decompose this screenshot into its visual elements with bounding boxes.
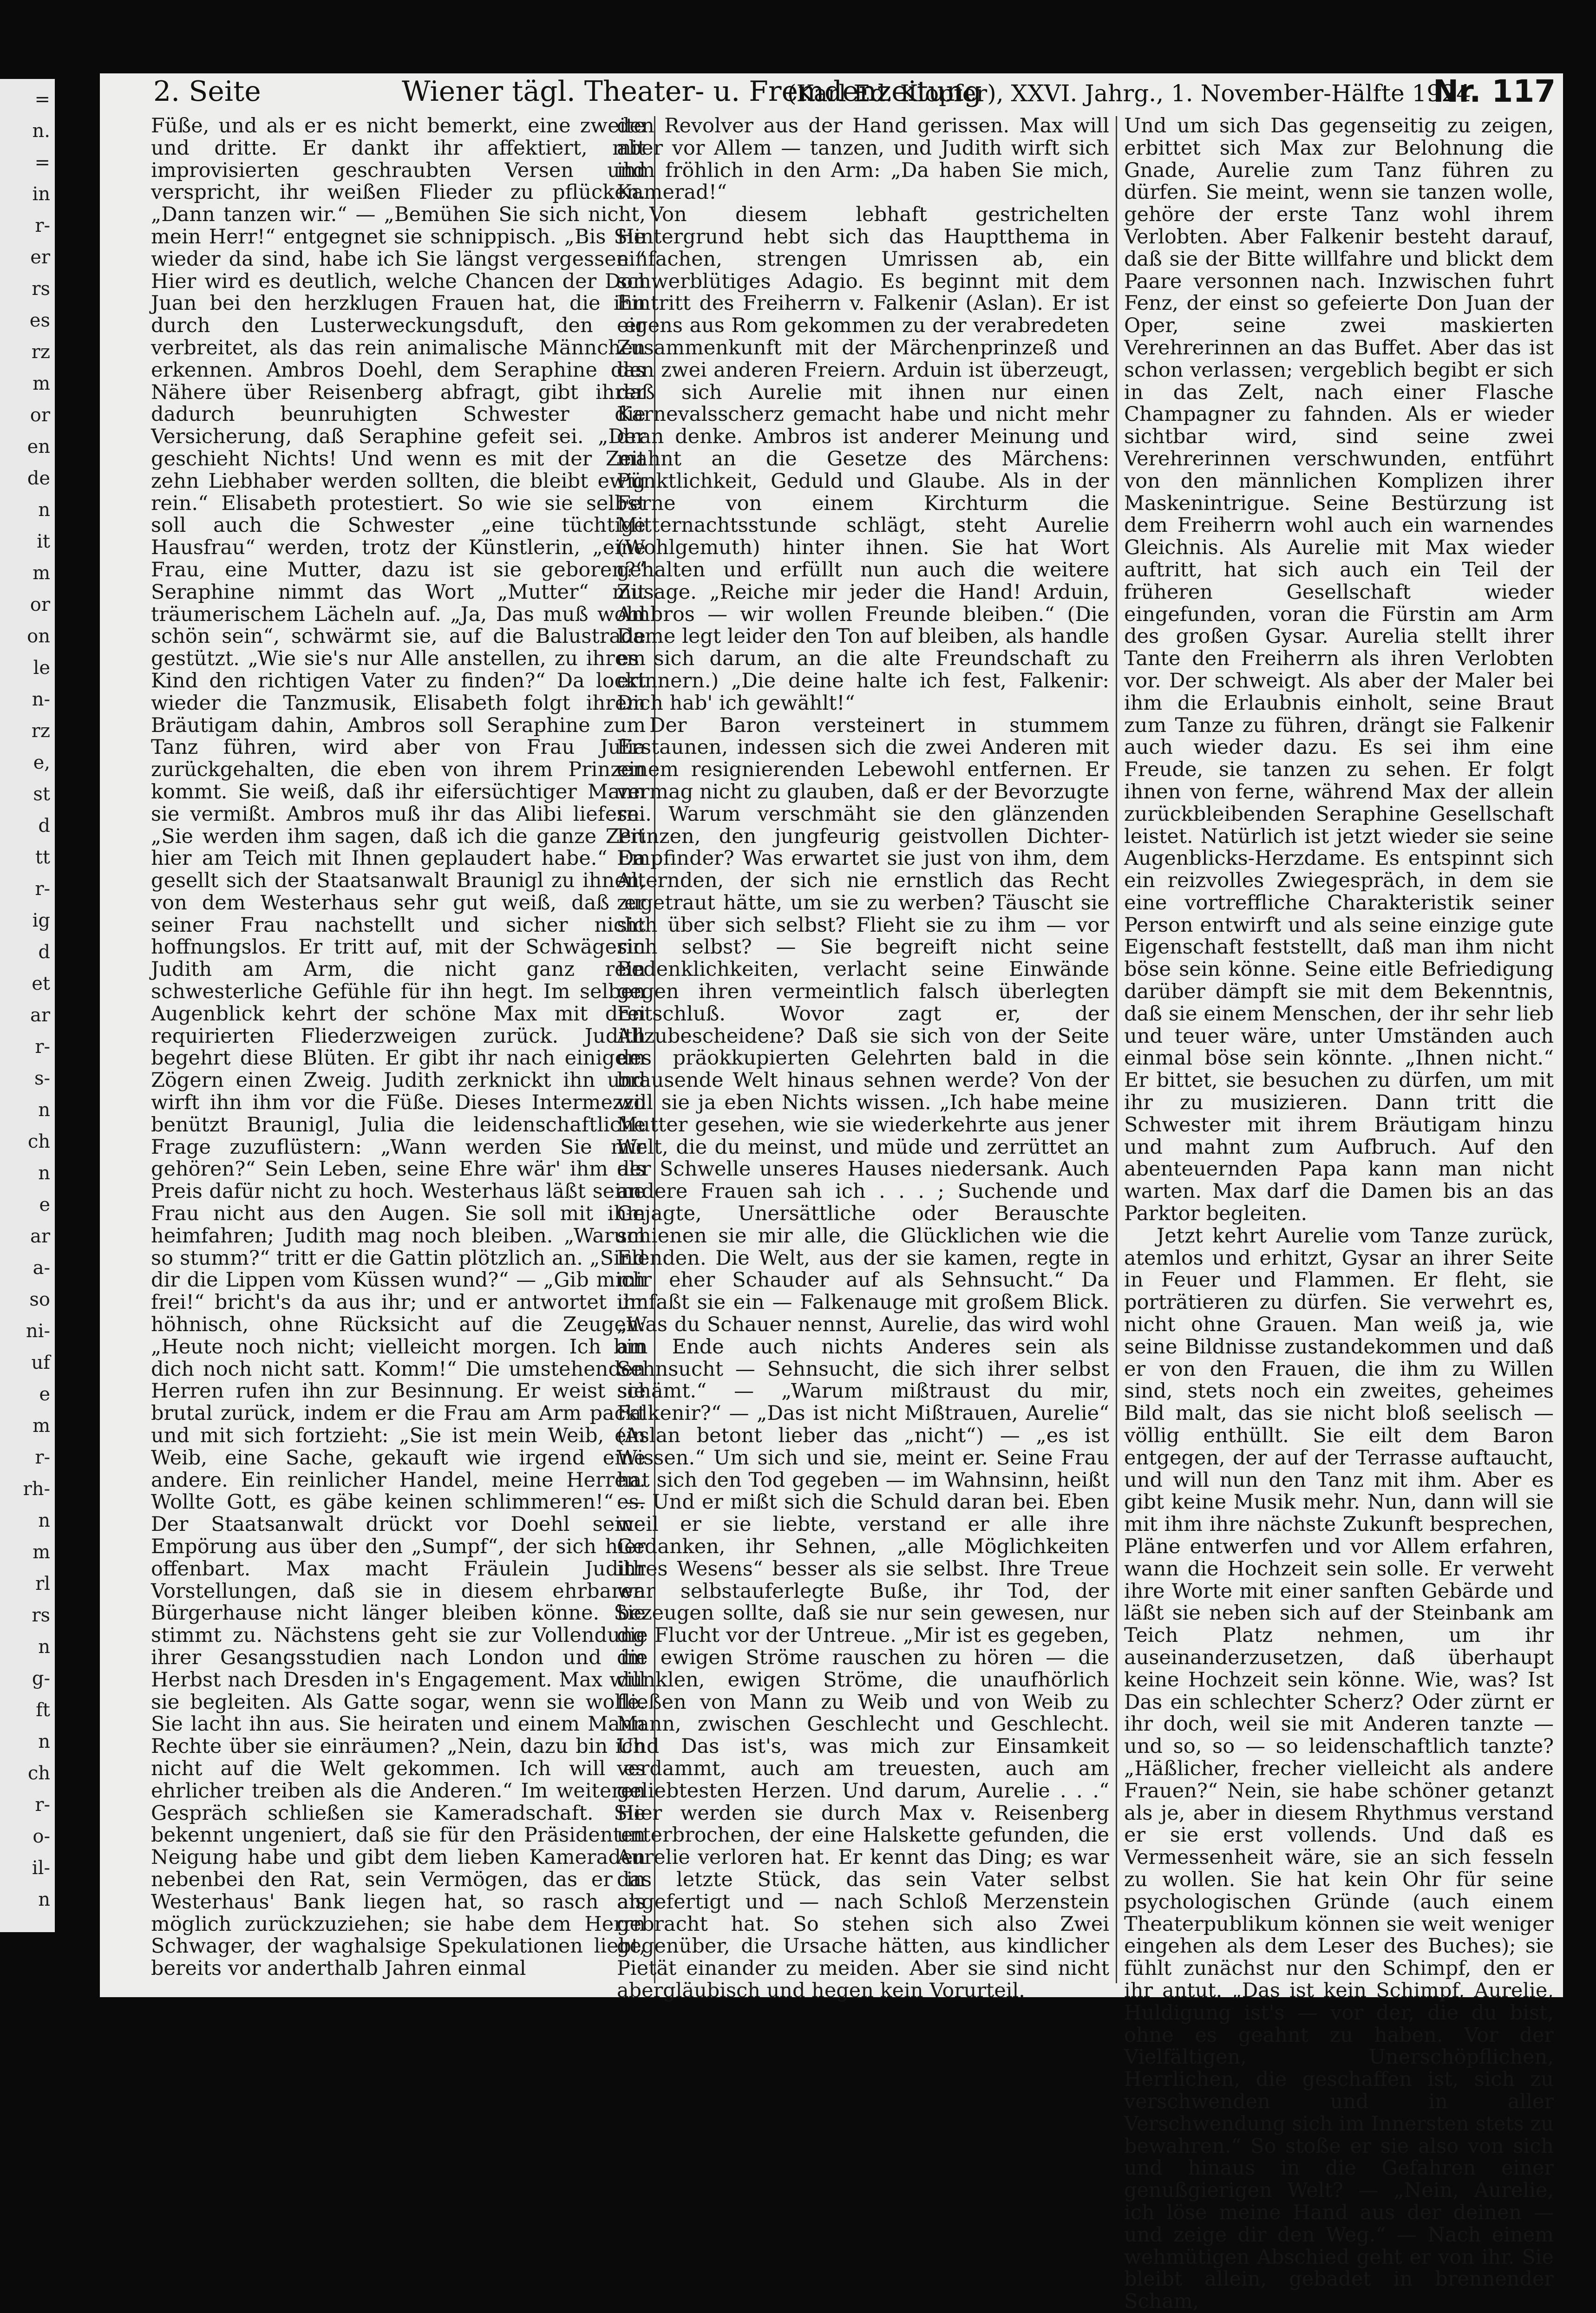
fragment-text: it (37, 531, 50, 552)
fragment-text: r- (35, 1794, 50, 1816)
fragment-text: er (30, 247, 50, 268)
fragment-text: rz (31, 341, 50, 363)
text-column-1 (151, 115, 646, 1987)
adjacent-page-fragment (0, 79, 55, 1932)
fragment-text: en (27, 436, 50, 457)
fragment-text: e (39, 1384, 50, 1405)
fragment-text: r- (35, 878, 50, 900)
fragment-text: r- (35, 1447, 50, 1468)
fragment-text: = (34, 89, 50, 110)
page-number: Nr. 117 (1433, 73, 1556, 109)
fragment-text: m (33, 373, 50, 394)
paragraph: Und um sich Das gegenseitig zu zeigen, erbittet sich Max zur Belohnung die Gnade, Aurelie zum Tanz führen zu dürfen. Sie meint, wenn sie tanzen wolle, gehöre der erste Tanz wohl ihrem Verlobten. Aber Falkenir besteht darauf, daß sie der Bitte willfahre und blickt dem Paare versonnen nach. Inzwischen fuhrt Fenz, der einst so gefeierte Don Juan der Oper, seine zwei maskierten Verehrerinnen an das Buffet. Aber das ist schon verlassen; vergeblich begibt er sich in das Zelt, nach einer Flasche Champagner zu fahnden. Als er wieder sichtbar wird, sind seine zwei Verehrerinnen verschwunden, entführt von den männlichen Komplizen ihrer Maskenintrigue. Seine Bestürzung ist dem Freiherrn wohl auch ein warnendes Gleichnis. Als Aurelie mit Max wieder auftritt, hat sich auch ein Teil der früheren Gesellschaft wieder eingefunden, voran die Fürstin am Arm des großen Gysar. Aurelia stellt ihrer Tante den Freiherrn als ihren Verlobten vor. Der schweigt. Als aber der Maler bei ihm die Erlaubnis einholt, seine Braut zum Tanze zu führen, drängt sie Falkenir auch wieder dazu. Es sei ihm eine Freude, sie tanzen zu sehen. Er folgt ihnen von ferne, während Max der allein zurückbleibenden Seraphine Gesellschaft leistet. Natürlich ist jetzt wieder sie seine Augenblicks-Herzdame. Es entspinnt sich ein reizvolles Zwiegespräch, in dem sie eine vortreffliche Charakteristik seiner Person entwirft und als seine einzige gute Eigenschaft feststellt, daß man ihm nicht böse sein könne. Seine eitle Befriedigung darüber dämpft sie mit dem Bekenntnis, daß sie einem Menschen, der ihr sehr lieb und teuer wäre, unter Umständen auch einmal böse sein könnte. „Ihnen nicht.“ Er bittet, sie besuchen zu dürfen, um mit ihr zu musizieren. Dann tritt die Schwester mit ihrem Bräutigam hinzu und mahnt zum Aufbruch. Auf den abenteuernden Papa kann man nicht warten. Max darf die Damen bis an das Parktor begleiten. (1124, 114, 1554, 1226)
fragment-text: tt (35, 847, 50, 868)
fragment-text: de (27, 468, 50, 489)
fragment-text: m (33, 562, 50, 584)
paragraph: Von diesem lebhaft gestrichelten Hintergrund hebt sich das Hauptthema in einfachen, strengen Umrissen ab, ein schwerblütiges Adagio. Es beginnt mit dem Eintritt des Freiherrn v. Falkenir (Aslan). Er ist eigens aus Rom gekommen zu der verabredeten Zusammenkunft mit der Märchenprinzeß und den zwei anderen Freiern. Arduin ist überzeugt, daß sich Aurelie mit ihnen nur einen Karnevalsscherz gemacht habe und nicht mehr dran denke. Ambros ist anderer Meinung und mahnt an die Gesetze des Märchens: Pünktlichkeit, Geduld und Glaube. Als in der Ferne von einem Kirchturm die Mitternachtsstunde schlägt, steht Aurelie (Wohlgemuth) hinter ihnen. Sie hat Wort gehalten und erfüllt nun auch die weitere Zusage. „Reiche mir jeder die Hand! Arduin, Ambros — wir wollen Freunde bleiben.“ (Die Dame legt leider den Ton auf bleiben, als handle es sich darum, an die alte Freundschaft zu erinnern.) „Die deine halte ich fest, Falkenir: Dich hab' ich gewählt!“ (617, 203, 1109, 715)
text-column-2 (617, 114, 1109, 2002)
text-column-3 (1124, 114, 1554, 2313)
fragment-text: so (29, 1289, 50, 1310)
fragment-text: n (38, 1099, 50, 1121)
fragment-text: r- (35, 1036, 50, 1058)
running-header (100, 73, 1563, 115)
fragment-text: ar (30, 1005, 50, 1026)
paragraph: den Revolver aus der Hand gerissen. Max will aber vor Allem — tanzen, und Judith wirft sich ihm fröhlich in den Arm: „Da haben Sie mich, Kamerad!“ (617, 114, 1109, 204)
fragment-text: ig (32, 910, 50, 931)
fragment-text: le (33, 657, 50, 679)
fragment-text: n (38, 1889, 50, 1910)
fragment-text: n (38, 499, 50, 521)
fragment-text: = (34, 152, 50, 173)
fragment-text: e (39, 1194, 50, 1215)
fragment-text: in (32, 183, 50, 205)
fragment-text: rs (32, 1605, 50, 1626)
fragment-text: il- (32, 1857, 50, 1879)
fragment-text: n. (32, 120, 50, 142)
fragment-text: s- (34, 1068, 50, 1089)
journal-title: Wiener tägl. Theater- u. Fremdenzeitung (402, 75, 982, 108)
fragment-text: g- (32, 1668, 50, 1689)
fragment-text: rl (35, 1573, 50, 1594)
fragment-text: o- (33, 1826, 50, 1847)
paragraph: Füße, und als er es nicht bemerkt, eine zweite und dritte. Er dankt ihr affektiert, mit improvisierten geschraubten Versen und verspricht, ihr weißen Flieder zu pflücken. „Dann tanzen wir.“ — „Bemühen Sie sich nicht, mein Herr!“ entgegnet sie schnippisch. „Bis Sie wieder da sind, habe ich Sie längst vergessen.“ Hier wird es deutlich, welche Chancen der Don Juan bei den herzklugen Frauen hat, die ihn durch den Lusterweckungsduft, den er verbreitet, als das rein animalische Männchen erkennen. Ambros Doehl, dem Seraphine das Nähere über Reisenberg abfragt, gibt ihrer dadurch beunruhigten Schwester die Versicherung, daß Seraphine gefeit sei. „Der geschieht Nichts! Und wenn es mit der Zeit zehn Liebhaber werden sollten, die bleibt ewig rein.“ Elisabeth protestiert. So wie sie selbst soll auch die Schwester „eine tüchtige Hausfrau“ werden, trotz der Künstlerin, „eine Frau, eine Mutter, dazu ist sie geboren?“ Seraphine nimmt das Wort „Mutter“ mit träumerischem Lächeln auf. „Ja, Das muß wohl schön sein“, schwärmt sie, auf die Balustrade gestützt. „Wie sie's nur Alle anstellen, zu ihrem Kind den richtigen Vater zu finden?“ Da lockt wieder die Tanzmusik, Elisabeth folgt ihrem Bräutigam dahin, Ambros soll Seraphine zum Tanz führen, wird aber von Frau Julia zurückgehalten, die eben von ihrem Prinzen kommt. Sie weiß, daß ihr eifersüchtiger Mann sie vermißt. Ambros muß ihr das Alibi liefern. „Sie werden ihm sagen, daß ich die ganze Zeit hier am Teich mit Ihnen geplaudert habe.“ Da gesellt sich der Staatsanwalt Braunigl zu ihnen, von dem Westerhaus sehr gut weiß, daß er seiner Frau nachstellt und sicher nicht hoffnungslos. Er tritt auf, mit der Schwägerin Judith am Arm, die nicht ganz rein schwesterliche Gefühle für ihn hegt. Im selben Augenblick kehrt der schöne Max mit drei requirierten Fliederzweigen zurück. Judith begehrt diese Blüten. Er gibt ihr nach einigem Zögern einen Zweig. Judith zerknickt ihn und wirft ihn ihm vor die Füße. Dieses Intermezzo benützt Braunigl, Julia die leidenschaftliche Frage zuzuflüstern: „Wann werden Sie mir gehören?“ Sein Leben, seine Ehre wär' ihm als Preis dafür nicht zu hoch. Westerhaus läßt seine Frau nicht aus den Augen. Sie soll mit ihm heimfahren; Judith mag noch bleiben. „Warum so stumm?“ tritt er die Gattin plötzlich an. „Sind dir die Lippen vom Küssen wund?“ — „Gib mich frei!“ bricht's da aus ihr; und er antwortet ihr höhnisch, ohne Rücksicht auf die Zeugen: „Heute noch nicht; vielleicht morgen. Ich bin dich noch nicht satt. Komm!“ Die umstehenden Herren rufen ihn zur Besinnung. Er weist sie brutal zurück, indem er die Frau am Arm packt und mit sich fortzieht: „Sie ist mein Weib, ein Weib, eine Sache, gekauft wie irgend eine andere. Ein reinlicher Handel, meine Herren. Wollte Gott, es gäbe keinen schlimmeren!“ — Der Staatsanwalt drückt vor Doehl seine Empörung aus über den „Sumpf“, der sich hier offenbart. Max macht Fräulein Judith Vorstellungen, daß sie in diesem ehrbaren Bürgerhause nicht länger bleiben könne. Sie stimmt zu. Nächstens geht sie zur Vollendung ihrer Gesangsstudien nach London und im Herbst nach Dresden in's Engagement. Max will sie begleiten. Als Gatte sogar, wenn sie wolle. Sie lacht ihn aus. Sie heiraten und einem Mann Rechte über sie einräumen? „Nein, dazu bin ich nicht auf die Welt gekommen. Ich will es ehrlicher treiben als die Anderen.“ Im weiteren Gespräch schließen sie Kameradschaft. Sie bekennt ungeniert, daß sie für den Präsidenten Neigung habe und gibt dem lieben Kameraden nebenbei den Rat, sein Vermögen, das er in Westerhaus' Bank liegen hat, so rasch als möglich zurückzuziehen; sie habe dem Herrn Schwager, der waghalsige Spekulationen liebt, bereits vor anderthalb Jahren einmal (151, 114, 646, 1980)
fragment-text: ar (30, 1226, 50, 1247)
fragment-text: n (38, 1731, 50, 1752)
fragment-text: or (30, 594, 50, 615)
fragment-text: m (33, 1542, 50, 1563)
fragment-text: m (33, 1415, 50, 1437)
fragment-text: d (38, 815, 50, 836)
fragment-text: st (33, 784, 50, 805)
fragment-text: n (38, 1163, 50, 1184)
fragment-text: r- (35, 215, 50, 236)
fragment-text: a- (33, 1257, 50, 1279)
fragment-text: ch (27, 1131, 50, 1152)
fragment-text: uf (31, 1352, 50, 1373)
newspaper-page (100, 73, 1563, 2313)
issue-info: (Karl Ed. Klopfer), XXVI. Jahrg., 1. November-Hälfte 1924 (787, 80, 1471, 107)
fragment-text: es (29, 310, 50, 331)
fragment-text: et (32, 973, 50, 994)
page-label: 2. Seite (153, 75, 261, 108)
paragraph: Jetzt kehrt Aurelie vom Tanze zurück, atemlos und erhitzt, Gysar an ihrer Seite in Feuer und Flammen. Er fleht, sie porträtieren zu dürfen. Sie verwehrt es, nicht ohne Grauen. Man weiß ja, wie seine Bildnisse zustandekommen und daß er von den Frauen, die ihm zu Willen sind, stets noch ein zweites, geheimes Bild malt, das sie nicht bloß seelisch — völlig enthüllt. Sie eilt dem Baron entgegen, der auf der Terrasse auftaucht, und will nun den Tanz mit ihm. Aber es gibt keine Musik mehr. Nun, dann will sie mit ihm ihre nächste Zukunft besprechen, Pläne entwerfen und vor Allem erfahren, wann die Hochzeit sein solle. Er verweht ihre Worte mit einer sanften Gebärde und läßt sie neben sich auf der Steinbank am Teich Platz nehmen, um ihr auseinanderzusetzen, daß überhaupt keine Hochzeit sein könne. Wie, was? Ist Das ein schlechter Scherz? Oder zürnt er ihr doch, weil sie mit Anderen tanzte — und so, so — so leidenschaftlich tanzte? „Häßlicher, frecher vielleicht als andere Frauen?“ Nein, sie habe schöner getanzt als je, aber in diesem Rhythmus verstand er sie erst vollends. Und daß es Vermessenheit wäre, sie an sich fesseln zu wollen. Sie hat kein Ohr für seine psychologischen Gründe (auch einem Theaterpublikum können sie weit weniger eingehen als dem Leser des Buches); sie fühlt zunächst nur den Schimpf, den er ihr antut. „Das ist kein Schimpf, Aurelie, Huldigung ist's — vor der, die du bist, ohne es geahnt zu haben. Vor der Vielfältigen, Unerschöpflichen, Herrlichen, die geschaffen ist, sich zu verschwenden und in aller Verschwendung sich im Innersten stets zu bewahren.“ So stoße er sie also von sich und hinaus in die Gefahren einer genußgierigen Welt? — „Nein, Aurelie, ich löse meine Hand aus der deinen — und zeige dir den Weg.“ — Nach einem wehmütigen Abschied geht er von ihr. Sie bleibt allein, gebadet in brennender Scham, (1124, 1224, 1554, 2313)
fragment-text: d (38, 941, 50, 963)
fragment-text: ft (36, 1699, 50, 1721)
fragment-text: ni- (26, 1320, 50, 1342)
fragment-text: rh- (23, 1478, 50, 1500)
fragment-text: n- (32, 689, 50, 710)
column-rule (1116, 116, 1117, 1983)
fragment-text: ch (27, 1763, 50, 1784)
fragment-text: on (27, 626, 50, 647)
fragment-text: or (30, 405, 50, 426)
fragment-text: e, (33, 752, 50, 773)
paragraph: Der Baron versteinert in stummem Erstaunen, indessen sich die zwei Anderen mit einem resignierenden Lebewohl entfernen. Er vermag nicht zu glauben, daß er der Bevorzugte sei. Warum verschmäht sie den glänzenden Prinzen, den jungfeurig geistvollen Dichter-Empfinder? Was erwartet sie just von ihm, dem Alternden, der sich nie ernstlich das Recht zugetraut hätte, um sie zu werben? Täuscht sie sich über sich selbst? Flieht sie zu ihm — vor sich selbst? — Sie begreift nicht seine Bedenklichkeiten, verlacht seine Einwände gegen ihren vermeintlich falsch überlegten Entschluß. Wovor zagt er, der Allzubescheidene? Daß sie sich von der Seite des präokkupierten Gelehrten bald in die brausende Welt hinaus sehnen werde? Von der will sie ja eben Nichts wissen. „Ich habe meine Mutter gesehen, wie sie wiederkehrte aus jener Welt, die du meinst, und müde und zerrüttet an der Schwelle unseres Hauses niedersank. Auch andere Frauen sah ich . . . ; Suchende und Gejagte, Unersättliche oder Berauschte schienen sie mir alle, die Glücklichen wie die Elenden. Die Welt, aus der sie kamen, regte in mir eher Schauder auf als Sehnsucht.“ Da umfaßt sie ein — Falkenauge mit großem Blick. „Was du Schauer nennst, Aurelie, das wird wohl am Ende auch nichts Anderes sein als Sehnsucht — Sehnsucht, die sich ihrer selbst schämt.“ — „Warum mißtraust du mir, Falkenir?“ — „Das ist nicht Mißtrauen, Aurelie“ (Aslan betont lieber das „nicht“) — „es ist Wissen.“ Um sich und sie, meint er. Seine Frau hat sich den Tod gegeben — im Wahnsinn, heißt es. Und er mißt sich die Schuld daran bei. Eben weil er sie liebte, verstand er alle ihre Gedanken, ihr Sehnen, „alle Möglichkeiten ihres Wesens“ besser als sie selbst. Ihre Treue war selbstauferlegte Buße, ihr Tod, der bezeugen sollte, daß sie nur sein gewesen, nur die Flucht vor der Untreue. „Mir ist es gegeben, die ewigen Ströme rauschen zu hören — die dunklen, ewigen Ströme, die unaufhörlich fließen von Mann zu Weib und von Weib zu Mann, zwischen Geschlecht und Geschlecht. Und Das ist's, was mich zur Einsamkeit verdammt, auch am treuesten, auch am geliebtesten Herzen. Und darum, Aurelie . . .“ Hier werden sie durch Max v. Reisenberg unterbrochen, der eine Halskette gefunden, die Aurelie verloren hat. Er kennt das Ding; es war das letzte Stück, das sein Vater selbst angefertigt und — nach Schloß Merzenstein gebracht hat. So stehen sich also Zwei gegenüber, die Ursache hätten, aus kindlicher Pietät einander zu meiden. Aber sie sind nicht abergläubisch und hegen kein Vorurteil. (617, 713, 1109, 2002)
fragment-text: rs (32, 278, 50, 300)
fragment-text: n (38, 1510, 50, 1531)
fragment-text: n (38, 1636, 50, 1658)
fragment-text: rz (31, 720, 50, 742)
